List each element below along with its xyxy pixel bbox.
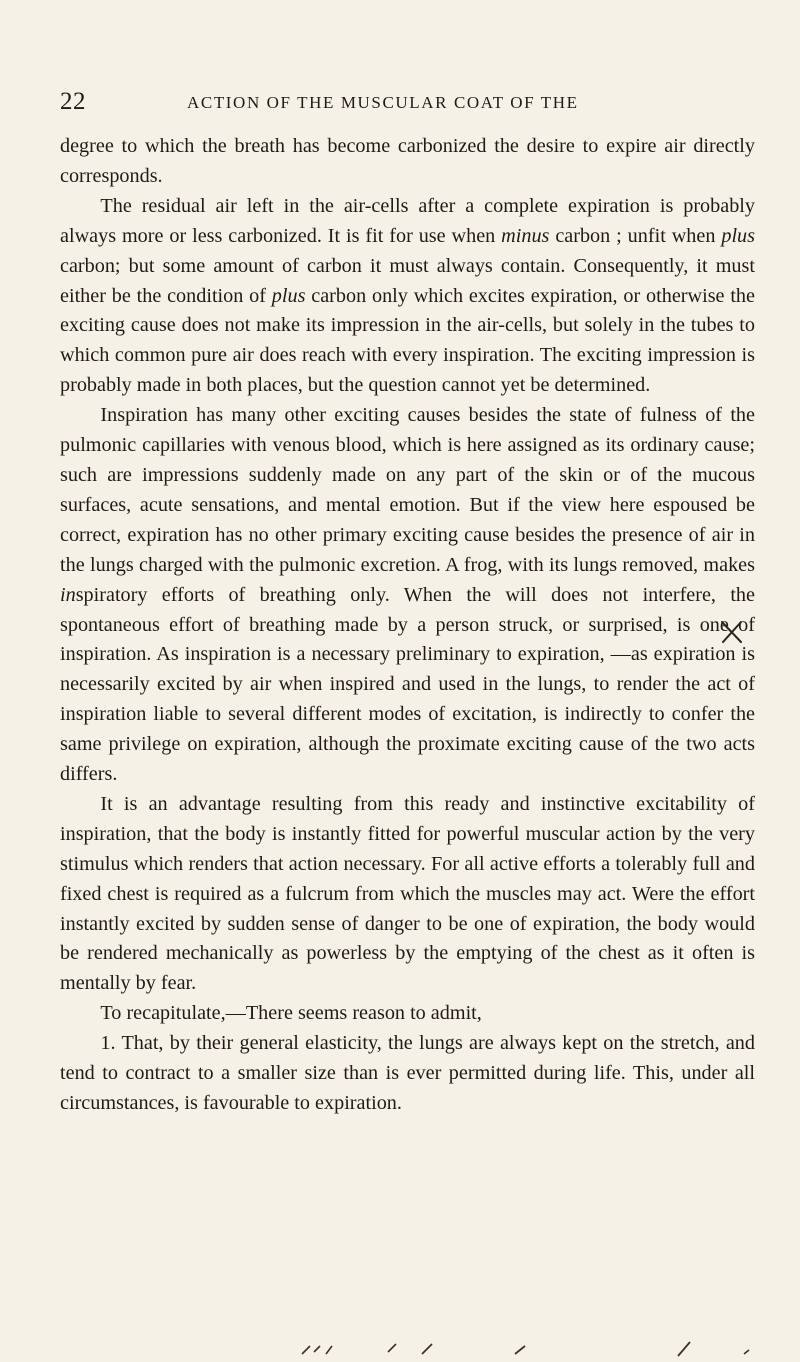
book-page [60, 88, 755, 1119]
paragraph-text: spiratory efforts of breathing only. When the will does not interfere, the spontaneous effort of breathing made by a person struck, or surprised, is one of inspiration. As inspiration is a necessary preliminary to expiration, —as expiration is necessarily excited by air when inspired and used in the lungs, to render the act of inspiration liable to several different modes of excitation, is indirectly to confer the same privilege on expiration, although the proximate exciting cause of the two acts differs. [60, 583, 755, 786]
body-text [60, 132, 755, 1119]
paragraph-text: carbon; but some amount of carbon it must always contain. Consequently, it must either be the condition of [60, 254, 755, 307]
paragraph-text: Inspiration has many other exciting causes besides the state of fulness of the pulmonic capillaries with venous blood, which is here assigned as its ordinary cause; such are impressions suddenly made on any part of the skin or of the mucous surfaces, acute sensations, and mental emotion. But if the view here espoused be correct, expiration has no other primary exciting cause besides the presence of air in the lungs charged with the pulmonic excretion. A frog, with its lungs removed, makes [60, 404, 755, 576]
running-title: ACTION OF THE MUSCULAR COAT OF THE [187, 93, 579, 112]
cut-off-next-line-marks [300, 1336, 800, 1358]
page-number: 22 [60, 88, 86, 115]
italic-term: plus [271, 284, 306, 307]
paragraph-text: degree to which the breath has become carbonized the desire to expire air directly corresponds. [60, 135, 755, 187]
paragraph-inspiration-causes [60, 401, 755, 790]
paragraph-text: carbon only which excites expiration, or otherwise the exciting cause does not make its impression in the air-cells, but solely in the tubes to which common pure air does reach with every inspiration. The exciting impression is probably made in both places, but the question cannot yet be determined. [60, 284, 755, 397]
paragraph-text: 1. That, by their general elasticity, the lungs are always kept on the stretch, and tend to contract to a smaller size than is ever permitted during life. This, under all circumstances, is favourable to expiration. [60, 1032, 755, 1114]
paragraph-recapitulate [60, 999, 755, 1029]
italic-term: minus [501, 224, 550, 247]
paragraph-text: To recapitulate,—There seems reason to admit, [100, 1002, 482, 1025]
paragraph-text: The residual air left in the air-cells after a complete expiration is probably always more or less carbonized. It is fit for use when [60, 194, 755, 247]
paragraph-text: It is an advantage resulting from this ready and instinctive excitability of inspiration, that the body is instantly fitted for powerful muscular action by the very stimulus which renders that action necessary. For all active efforts a tolerably full and fixed chest is required as a fulcrum from which the muscles may act. Were the effort instantly excited by sudden sense of danger to be one of expiration, the body would be rendered mechanically as powerless by the emptying of the chest as it often is mentally by fear. [60, 792, 755, 995]
paragraph-residual-air [60, 192, 755, 401]
paragraph-point-one [60, 1029, 755, 1119]
handwritten-correction-mark [719, 618, 747, 646]
paragraph-advantage [60, 790, 755, 999]
paragraph-text: carbon ; unfit when [549, 224, 722, 247]
running-head [60, 88, 755, 118]
paragraph-continuation [60, 132, 755, 192]
italic-term: plus [721, 224, 756, 247]
italic-term: in [60, 583, 76, 606]
